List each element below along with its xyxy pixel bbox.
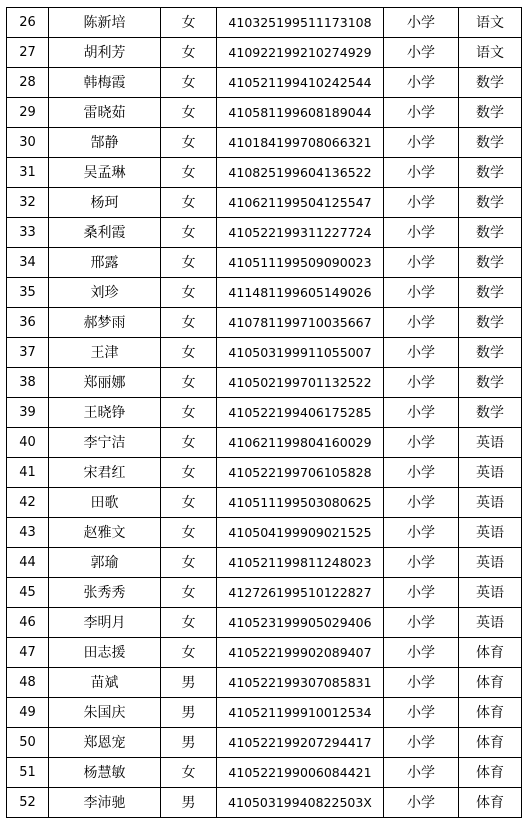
subject-cell: 数学 (459, 68, 522, 98)
subject-cell: 体育 (459, 758, 522, 788)
gender-cell: 男 (161, 668, 217, 698)
name-cell: 王晓铮 (49, 398, 161, 428)
gender-cell: 女 (161, 398, 217, 428)
table-row (7, 548, 522, 578)
row-number-cell: 38 (7, 368, 49, 398)
table-row (7, 278, 522, 308)
row-number-cell: 45 (7, 578, 49, 608)
gender-cell: 女 (161, 248, 217, 278)
gender-cell: 女 (161, 758, 217, 788)
name-cell: 田歌 (49, 488, 161, 518)
id-number-cell: 410922199210274929 (217, 38, 384, 68)
gender-cell: 女 (161, 368, 217, 398)
name-cell: 桑利霞 (49, 218, 161, 248)
subject-cell: 体育 (459, 638, 522, 668)
row-number-cell: 29 (7, 98, 49, 128)
name-cell: 张秀秀 (49, 578, 161, 608)
table-row (7, 698, 522, 728)
id-number-cell: 410522199311227724 (217, 218, 384, 248)
name-cell: 雷晓茹 (49, 98, 161, 128)
name-cell: 赵雅文 (49, 518, 161, 548)
table-row (7, 308, 522, 338)
id-number-cell: 410184199708066321 (217, 128, 384, 158)
name-cell: 杨慧敏 (49, 758, 161, 788)
table-row (7, 218, 522, 248)
row-number-cell: 35 (7, 278, 49, 308)
row-number-cell: 28 (7, 68, 49, 98)
school-level-cell: 小学 (384, 788, 459, 818)
id-number-cell: 410521199811248023 (217, 548, 384, 578)
gender-cell: 女 (161, 638, 217, 668)
row-number-cell: 40 (7, 428, 49, 458)
school-level-cell: 小学 (384, 368, 459, 398)
school-level-cell: 小学 (384, 548, 459, 578)
id-number-cell: 410522199307085831 (217, 668, 384, 698)
school-level-cell: 小学 (384, 668, 459, 698)
table-row (7, 38, 522, 68)
subject-cell: 数学 (459, 188, 522, 218)
school-level-cell: 小学 (384, 428, 459, 458)
row-number-cell: 47 (7, 638, 49, 668)
roster-table (6, 7, 522, 818)
id-number-cell: 410581199608189044 (217, 98, 384, 128)
roster-table-body (7, 8, 522, 818)
gender-cell: 女 (161, 278, 217, 308)
id-number-cell: 411481199605149026 (217, 278, 384, 308)
name-cell: 刘珍 (49, 278, 161, 308)
name-cell: 田志援 (49, 638, 161, 668)
id-number-cell: 410503199911055007 (217, 338, 384, 368)
gender-cell: 女 (161, 488, 217, 518)
id-number-cell: 410781199710035667 (217, 308, 384, 338)
row-number-cell: 27 (7, 38, 49, 68)
row-number-cell: 41 (7, 458, 49, 488)
roster-sheet (6, 7, 522, 818)
subject-cell: 数学 (459, 128, 522, 158)
subject-cell: 体育 (459, 788, 522, 818)
row-number-cell: 51 (7, 758, 49, 788)
gender-cell: 女 (161, 578, 217, 608)
row-number-cell: 42 (7, 488, 49, 518)
name-cell: 李宁洁 (49, 428, 161, 458)
row-number-cell: 26 (7, 8, 49, 38)
school-level-cell: 小学 (384, 38, 459, 68)
subject-cell: 体育 (459, 698, 522, 728)
subject-cell: 数学 (459, 218, 522, 248)
subject-cell: 体育 (459, 668, 522, 698)
row-number-cell: 48 (7, 668, 49, 698)
subject-cell: 语文 (459, 38, 522, 68)
row-number-cell: 32 (7, 188, 49, 218)
row-number-cell: 39 (7, 398, 49, 428)
row-number-cell: 36 (7, 308, 49, 338)
school-level-cell: 小学 (384, 68, 459, 98)
name-cell: 郑恩宠 (49, 728, 161, 758)
table-row (7, 68, 522, 98)
school-level-cell: 小学 (384, 98, 459, 128)
subject-cell: 数学 (459, 278, 522, 308)
name-cell: 李明月 (49, 608, 161, 638)
subject-cell: 英语 (459, 428, 522, 458)
name-cell: 郑丽娜 (49, 368, 161, 398)
school-level-cell: 小学 (384, 758, 459, 788)
school-level-cell: 小学 (384, 488, 459, 518)
table-row (7, 608, 522, 638)
name-cell: 吴孟琳 (49, 158, 161, 188)
school-level-cell: 小学 (384, 458, 459, 488)
subject-cell: 数学 (459, 368, 522, 398)
id-number-cell: 410325199511173108 (217, 8, 384, 38)
row-number-cell: 44 (7, 548, 49, 578)
gender-cell: 男 (161, 698, 217, 728)
id-number-cell: 410502199701132522 (217, 368, 384, 398)
table-row (7, 428, 522, 458)
school-level-cell: 小学 (384, 338, 459, 368)
gender-cell: 女 (161, 98, 217, 128)
row-number-cell: 33 (7, 218, 49, 248)
id-number-cell: 410522199902089407 (217, 638, 384, 668)
gender-cell: 女 (161, 38, 217, 68)
name-cell: 邢露 (49, 248, 161, 278)
name-cell: 郜静 (49, 128, 161, 158)
school-level-cell: 小学 (384, 698, 459, 728)
subject-cell: 数学 (459, 158, 522, 188)
id-number-cell: 410522199207294417 (217, 728, 384, 758)
id-number-cell: 410504199909021525 (217, 518, 384, 548)
row-number-cell: 30 (7, 128, 49, 158)
table-row (7, 758, 522, 788)
school-level-cell: 小学 (384, 578, 459, 608)
row-number-cell: 37 (7, 338, 49, 368)
gender-cell: 女 (161, 308, 217, 338)
gender-cell: 女 (161, 158, 217, 188)
table-row (7, 578, 522, 608)
row-number-cell: 31 (7, 158, 49, 188)
table-row (7, 788, 522, 818)
table-row (7, 458, 522, 488)
table-row (7, 188, 522, 218)
table-row (7, 8, 522, 38)
gender-cell: 男 (161, 728, 217, 758)
subject-cell: 语文 (459, 8, 522, 38)
id-number-cell: 410621199804160029 (217, 428, 384, 458)
school-level-cell: 小学 (384, 218, 459, 248)
school-level-cell: 小学 (384, 728, 459, 758)
name-cell: 韩梅霞 (49, 68, 161, 98)
row-number-cell: 43 (7, 518, 49, 548)
table-row (7, 668, 522, 698)
name-cell: 郭瑜 (49, 548, 161, 578)
name-cell: 杨珂 (49, 188, 161, 218)
gender-cell: 女 (161, 128, 217, 158)
school-level-cell: 小学 (384, 278, 459, 308)
subject-cell: 英语 (459, 548, 522, 578)
subject-cell: 英语 (459, 608, 522, 638)
id-number-cell: 410522199406175285 (217, 398, 384, 428)
id-number-cell: 412726199510122827 (217, 578, 384, 608)
subject-cell: 英语 (459, 578, 522, 608)
row-number-cell: 49 (7, 698, 49, 728)
subject-cell: 英语 (459, 488, 522, 518)
school-level-cell: 小学 (384, 608, 459, 638)
gender-cell: 女 (161, 548, 217, 578)
school-level-cell: 小学 (384, 128, 459, 158)
subject-cell: 数学 (459, 338, 522, 368)
id-number-cell: 410825199604136522 (217, 158, 384, 188)
id-number-cell: 410521199910012534 (217, 698, 384, 728)
gender-cell: 女 (161, 458, 217, 488)
subject-cell: 数学 (459, 98, 522, 128)
id-number-cell: 41050319940822503X (217, 788, 384, 818)
school-level-cell: 小学 (384, 248, 459, 278)
name-cell: 胡利芳 (49, 38, 161, 68)
id-number-cell: 410522199006084421 (217, 758, 384, 788)
name-cell: 陈新培 (49, 8, 161, 38)
row-number-cell: 34 (7, 248, 49, 278)
table-row (7, 638, 522, 668)
gender-cell: 女 (161, 428, 217, 458)
id-number-cell: 410521199410242544 (217, 68, 384, 98)
name-cell: 宋君红 (49, 458, 161, 488)
table-row (7, 518, 522, 548)
school-level-cell: 小学 (384, 158, 459, 188)
gender-cell: 女 (161, 518, 217, 548)
school-level-cell: 小学 (384, 638, 459, 668)
gender-cell: 女 (161, 68, 217, 98)
id-number-cell: 410621199504125547 (217, 188, 384, 218)
table-row (7, 128, 522, 158)
gender-cell: 女 (161, 338, 217, 368)
subject-cell: 体育 (459, 728, 522, 758)
row-number-cell: 50 (7, 728, 49, 758)
table-row (7, 98, 522, 128)
table-row (7, 158, 522, 188)
gender-cell: 女 (161, 8, 217, 38)
subject-cell: 数学 (459, 398, 522, 428)
table-row (7, 728, 522, 758)
table-row (7, 398, 522, 428)
subject-cell: 英语 (459, 518, 522, 548)
gender-cell: 女 (161, 188, 217, 218)
subject-cell: 数学 (459, 248, 522, 278)
name-cell: 王津 (49, 338, 161, 368)
row-number-cell: 46 (7, 608, 49, 638)
row-number-cell: 52 (7, 788, 49, 818)
school-level-cell: 小学 (384, 188, 459, 218)
id-number-cell: 410523199905029406 (217, 608, 384, 638)
gender-cell: 男 (161, 788, 217, 818)
subject-cell: 英语 (459, 458, 522, 488)
name-cell: 苗斌 (49, 668, 161, 698)
id-number-cell: 410522199706105828 (217, 458, 384, 488)
school-level-cell: 小学 (384, 8, 459, 38)
name-cell: 朱国庆 (49, 698, 161, 728)
school-level-cell: 小学 (384, 308, 459, 338)
id-number-cell: 410511199509090023 (217, 248, 384, 278)
name-cell: 郝梦雨 (49, 308, 161, 338)
table-row (7, 488, 522, 518)
table-row (7, 338, 522, 368)
name-cell: 李沛驰 (49, 788, 161, 818)
subject-cell: 数学 (459, 308, 522, 338)
table-row (7, 248, 522, 278)
gender-cell: 女 (161, 218, 217, 248)
id-number-cell: 410511199503080625 (217, 488, 384, 518)
table-row (7, 368, 522, 398)
school-level-cell: 小学 (384, 518, 459, 548)
gender-cell: 女 (161, 608, 217, 638)
school-level-cell: 小学 (384, 398, 459, 428)
